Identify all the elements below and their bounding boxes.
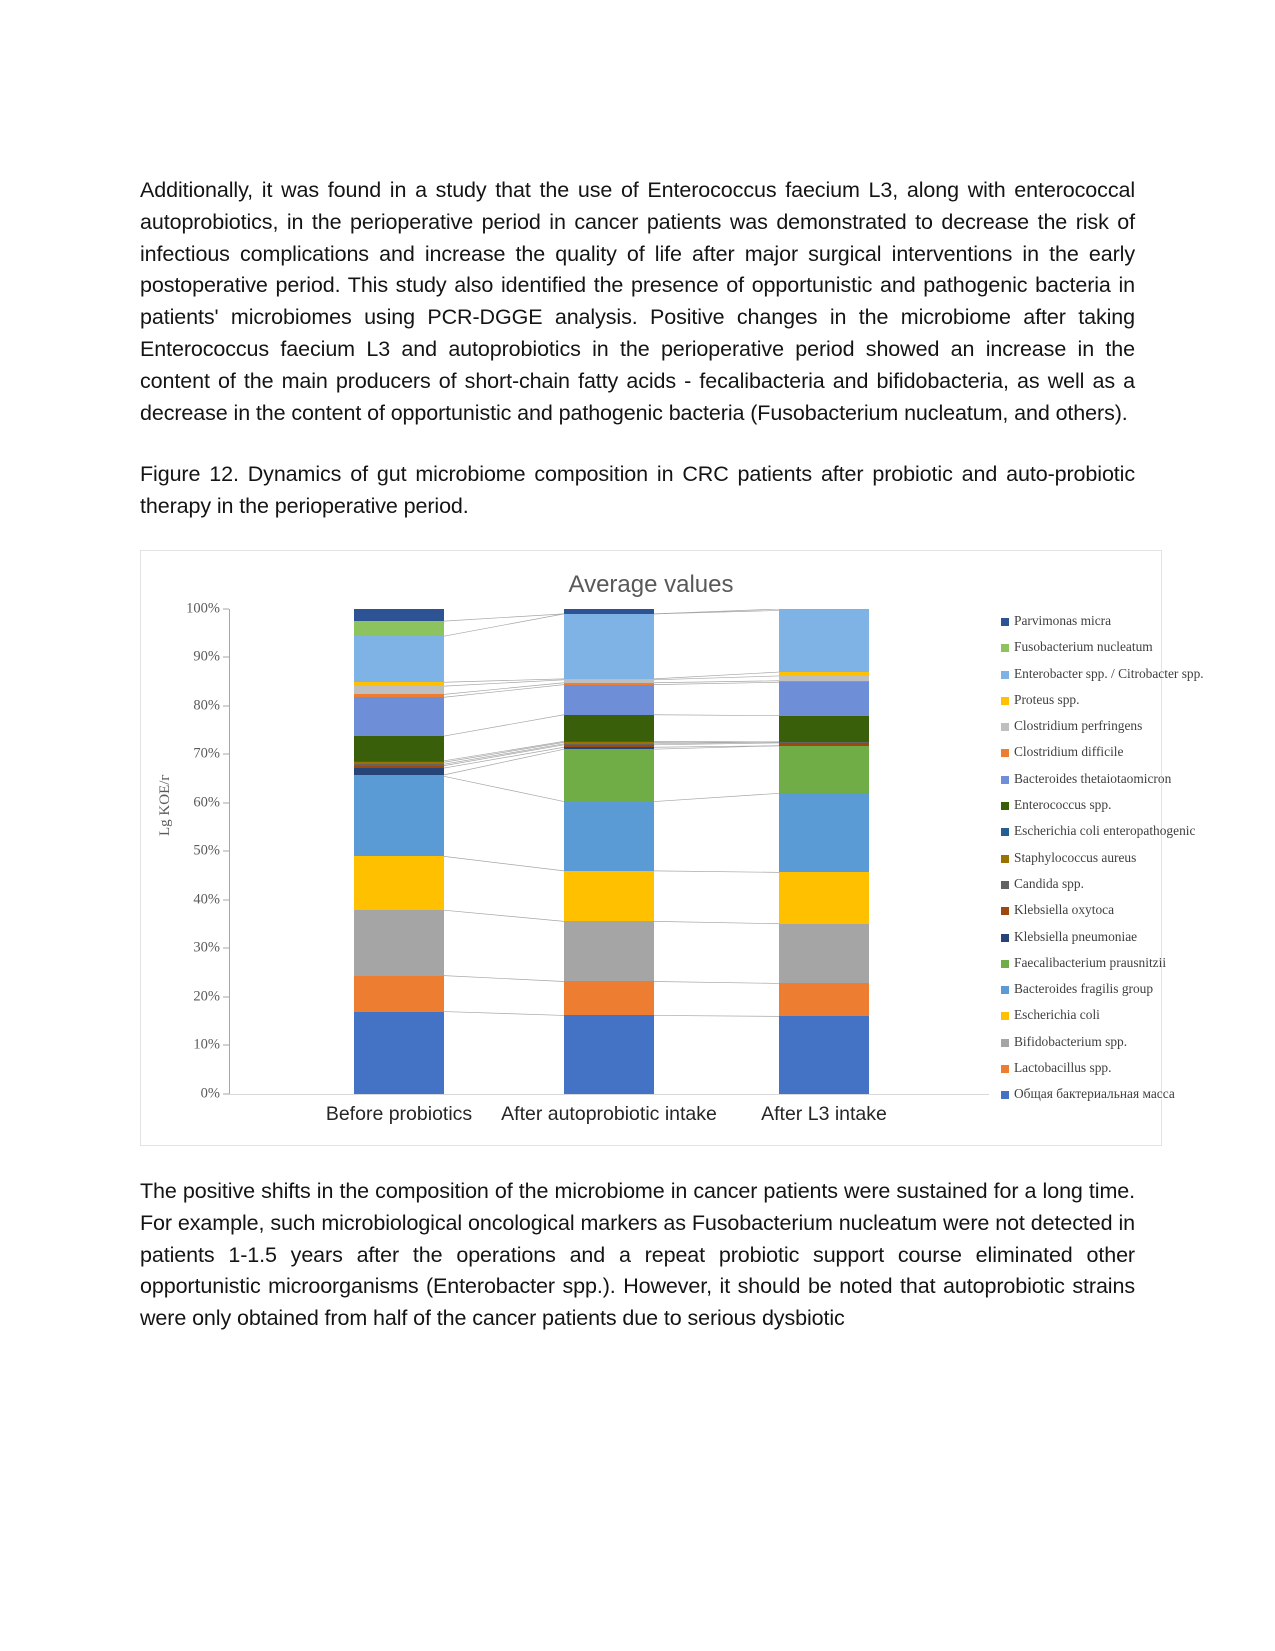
stacked-bar [779,609,869,1094]
y-axis-tick-label: 10% [193,1036,220,1053]
legend-item-label: Staphylococcus aureus [1014,849,1137,865]
y-axis-tick-label: 50% [193,842,220,859]
bar-segment [354,910,444,975]
legend-color-swatch [1001,1065,1009,1073]
y-axis-tick-mark [223,851,229,852]
y-axis-tick-mark [223,608,229,609]
bar-segment [564,609,654,614]
legend-item[interactable] [1001,692,1171,718]
legend-item[interactable] [1001,902,1171,928]
y-axis-tick-label: 90% [193,648,220,665]
legend-item[interactable] [1001,613,1171,639]
legend-item-label: Enterobacter spp. / Citrobacter spp. [1014,665,1204,681]
legend-item-label: Parvimonas micra [1014,612,1112,628]
bar-segment [564,802,654,871]
bar-segment [354,682,444,686]
y-axis-tick-label: 0% [200,1085,220,1102]
bar-segment [354,609,444,621]
legend-item[interactable] [1001,929,1171,955]
legend-item[interactable] [1001,850,1171,876]
legend-color-swatch [1001,671,1009,679]
legend-color-swatch [1001,618,1009,626]
legend-color-swatch [1001,776,1009,784]
stacked-bar [564,609,654,1094]
bar-segment [779,793,869,872]
bar-segment [354,686,444,694]
y-axis-tick-mark [223,754,229,755]
legend-item-label: Clostridium difficile [1014,744,1124,760]
bar-segment [564,742,654,743]
bar-segment [564,745,654,747]
legend-item-label: Enterococcus spp. [1014,797,1112,813]
bar-segment [354,694,444,697]
bar-segment [564,683,654,685]
bar-segment [564,715,654,742]
legend-item[interactable] [1001,718,1171,744]
x-axis-line [229,1094,989,1095]
legend-color-swatch [1001,934,1009,942]
legend-item-label: Fusobacterium nucleatum [1014,639,1153,655]
chart-title: Average values [568,570,734,598]
legend-color-swatch [1001,644,1009,652]
bar-segment [779,1016,869,1094]
legend-item[interactable] [1001,665,1204,692]
legend-item-label: Proteus spp. [1014,691,1080,707]
legend-item-label: Bacteroides fragilis group [1014,981,1154,997]
bar-segment [779,676,869,681]
bar-segment [779,610,869,672]
legend-color-swatch [1001,828,1009,836]
bar-segment [564,741,654,742]
legend-item-label: Lactobacillus spp. [1014,1060,1112,1076]
legend-color-swatch [1001,1039,1009,1047]
y-axis-tick-mark [223,899,229,900]
bar-segment [564,614,654,679]
y-axis-tick-mark [223,948,229,949]
bar-segment [779,924,869,984]
bar-segment [564,921,654,981]
body-paragraph-1: Additionally, it was found in a study that the use of Enterococcus faecium L3, along with enterococcal autoprobiotics, in the perioperative period in cancer patients was demonstrated to decrease the risk of infectious complications and increase the quality of life after major surgical interventions in the early postoperative period. This study also identified the presence of opportunistic and pathogenic bacteria in patients' microbiomes using PCR-DGGE analysis. Positive changes in the microbiome after taking Enterococcus faecium L3 and autoprobiotics in the perioperative period showed an increase in the content of the main producers of short-chain fatty acids - fecalibacteria and bifidobacteria, as well as a decrease in the content of opportunistic and pathogenic bacteria (Fusobacterium nucleatum, and others). [140,178,1135,425]
legend-item[interactable] [1001,797,1171,823]
y-axis-tick-label: 40% [193,891,220,908]
bar-segment [779,682,869,715]
bar-segment [779,743,869,746]
legend-color-swatch [1001,749,1009,757]
y-axis-tick-label: 60% [193,794,220,811]
bar-segment [354,766,444,768]
y-axis-tick-mark [223,1045,229,1046]
legend-item[interactable] [1001,823,1196,849]
bar-segment [354,621,444,636]
legend-color-swatch [1001,697,1009,705]
bar-segment [564,747,654,749]
legend-item-label: Общая бактериальная масса [1014,1086,1175,1102]
bar-segment [354,856,444,910]
legend-color-swatch [1001,723,1009,731]
legend-item-label: Escherichia coli [1014,1007,1100,1023]
figure-12-chart [140,550,1204,1146]
legend-color-swatch [1001,907,1009,915]
legend-item[interactable] [1001,744,1171,770]
y-axis-tick-mark [223,705,229,706]
legend-item-label: Bacteroides thetaiotaomicron [1014,770,1172,786]
category-label: After L3 intake [761,1102,887,1125]
bar-segment [779,746,869,794]
bar-segment [779,681,869,682]
bar-segment [354,768,444,775]
bar-segment [354,736,444,761]
bar-segment [564,680,654,683]
bar-segment [354,776,444,856]
body-paragraph-2: The positive shifts in the composition of the microbiome in cancer patients were sustained for a long time. For example, such microbiological oncological markers as Fusobacterium nucleatum were not detected in patients 1-1.5 years after the operations and a repeat probiotic support course eliminated other opportunistic microorganisms (Enterobacter spp.). However, it should be noted that autoprobiotic strains were only obtained from half of the cancer patients due to serious dysbiotic [140,1178,1135,1331]
y-axis-tick-label: 100% [186,600,220,617]
y-axis-tick-label: 30% [193,939,220,956]
y-axis-tick-label: 70% [193,745,220,762]
bar-segment [354,976,444,1012]
stacked-bar [354,609,444,1094]
bar-segment [779,716,869,742]
bar-segment [564,685,654,715]
legend-item[interactable] [1001,1060,1171,1086]
legend-item[interactable] [1001,1034,1171,1060]
legend-item[interactable] [1001,955,1171,981]
bar-segment [779,609,869,610]
chart-legend [1001,612,1204,1113]
legend-item-label: Klebsiella pneumoniae [1014,928,1138,944]
x-axis-category-labels [229,1103,989,1143]
legend-item[interactable] [1001,1086,1175,1112]
bar-segment [779,742,869,743]
legend-item[interactable] [1001,1007,1171,1033]
y-axis-tick-mark [223,802,229,803]
y-axis-tick-label: 80% [193,697,220,714]
category-label: After autoprobiotic intake [501,1102,717,1125]
bar-segment [779,672,869,676]
legend-color-swatch [1001,802,1009,810]
bar-segment [354,697,444,736]
bar-segment [779,983,869,1016]
bar-segment [564,749,654,801]
bar-segment [564,744,654,745]
legend-item-label: Escherichia coli enteropathogenic [1014,823,1196,839]
bar-segment [564,679,654,680]
bar-segment [564,871,654,921]
legend-item[interactable] [1001,771,1171,797]
bar-segment [779,872,869,923]
bar-segment [564,981,654,1015]
plot-area [186,600,989,1102]
legend-color-swatch [1001,1012,1009,1020]
y-axis-tick-mark [223,1093,229,1094]
legend-color-swatch [1001,986,1009,994]
legend-item-label: Bifidobacterium spp. [1014,1033,1128,1049]
legend-color-swatch [1001,855,1009,863]
legend-item-label: Klebsiella oxytoca [1014,902,1115,918]
legend-item-label: Clostridium perfringens [1014,718,1143,734]
y-axis-tick-label: 20% [193,988,220,1005]
bar-segment [354,764,444,765]
legend-item[interactable] [1001,639,1171,665]
bar-segment [354,1012,444,1094]
bar-segment [354,775,444,776]
y-axis-tick-mark [223,996,229,997]
legend-item[interactable] [1001,876,1171,902]
bar-segment [354,761,444,762]
y-axis-tick-mark [223,657,229,658]
legend-color-swatch [1001,881,1009,889]
bar-segment [564,1015,654,1094]
legend-item-label: Faecalibacterium prausnitzii [1014,954,1167,970]
legend-item-label: Candida spp. [1014,875,1084,891]
y-axis-label: Lg KOE/г [157,774,173,836]
bar-segment [354,762,444,764]
figure-caption: Figure 12. Dynamics of gut microbiome composition in CRC patients after probiotic and auto-probiotic therapy in the perioperative period. [140,462,1135,519]
legend-item[interactable] [1001,981,1171,1007]
category-label: Before probiotics [325,1102,473,1125]
legend-color-swatch [1001,1091,1009,1099]
legend-color-swatch [1001,960,1009,968]
bar-segment [354,636,444,682]
